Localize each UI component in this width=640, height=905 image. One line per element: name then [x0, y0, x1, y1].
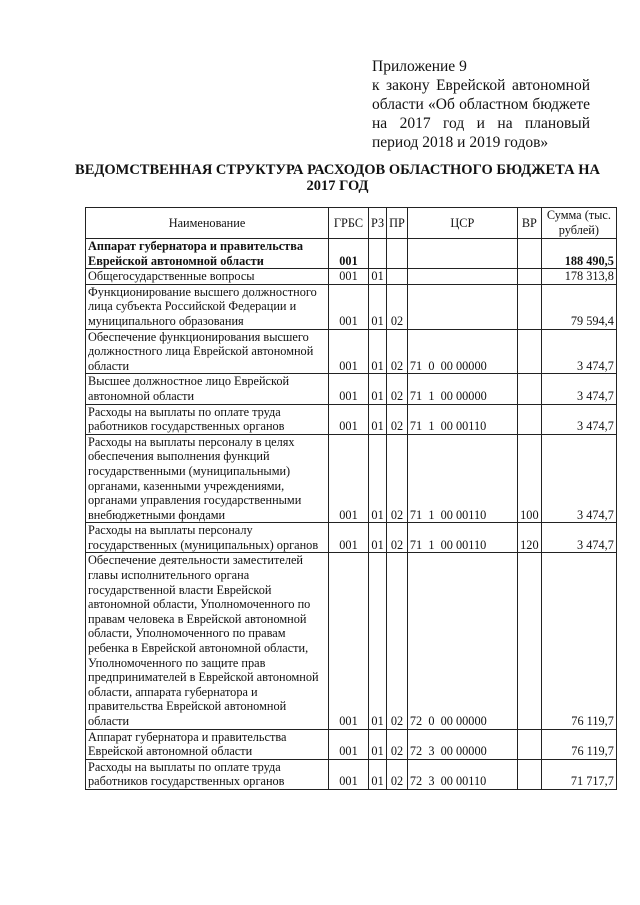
- header-vr: ВР: [517, 208, 541, 239]
- row-vr: [517, 239, 541, 269]
- row-grbs: 001: [329, 374, 369, 404]
- row-rz: 01: [369, 729, 387, 759]
- document-title-line-1: ВЕДОМСТВЕННАЯ СТРУКТУРА РАСХОДОВ ОБЛАСТНОГО БЮДЖЕТА НА: [75, 162, 600, 178]
- table-row: [86, 239, 617, 269]
- row-csr: 71 1 00 00110: [407, 523, 517, 553]
- row-pr: 02: [387, 434, 408, 523]
- row-grbs: 001: [329, 269, 369, 285]
- table-row: [86, 374, 617, 404]
- row-sum: 188 490,5: [541, 239, 616, 269]
- row-grbs: 001: [329, 329, 369, 374]
- row-grbs: 001: [329, 729, 369, 759]
- row-vr: [517, 284, 541, 329]
- table-header-row: [86, 208, 617, 239]
- row-name: Аппарат губернатора и правительства Еврейской автономной области: [86, 239, 329, 269]
- row-rz: 01: [369, 329, 387, 374]
- row-name: Общегосударственные вопросы: [86, 269, 329, 285]
- row-csr: [407, 239, 517, 269]
- row-grbs: 001: [329, 553, 369, 729]
- row-vr: [517, 759, 541, 789]
- row-rz: 01: [369, 759, 387, 789]
- row-sum: 3 474,7: [541, 374, 616, 404]
- row-pr: 02: [387, 759, 408, 789]
- row-pr: [387, 239, 408, 269]
- row-sum: 76 119,7: [541, 729, 616, 759]
- row-vr: [517, 729, 541, 759]
- row-csr: 72 3 00 00000: [407, 729, 517, 759]
- table-row: [86, 404, 617, 434]
- table-row: [86, 729, 617, 759]
- row-pr: 02: [387, 729, 408, 759]
- row-pr: 02: [387, 329, 408, 374]
- row-csr: [407, 284, 517, 329]
- row-rz: [369, 239, 387, 269]
- row-rz: 01: [369, 434, 387, 523]
- row-name: Расходы на выплаты по оплате труда работников государственных органов: [86, 759, 329, 789]
- row-vr: 120: [517, 523, 541, 553]
- table-row: [86, 759, 617, 789]
- row-csr: 72 3 00 00110: [407, 759, 517, 789]
- row-vr: [517, 269, 541, 285]
- appendix-period-line: период 2018 и 2019 годов»: [372, 134, 549, 151]
- row-name: Функционирование высшего должностного лица субъекта Российской Федерации и муниципального образования: [86, 284, 329, 329]
- row-pr: 02: [387, 553, 408, 729]
- row-pr: [387, 269, 408, 285]
- document-title-line-2: 2017 ГОД: [306, 178, 369, 194]
- row-sum: 178 313,8: [541, 269, 616, 285]
- table-row: [86, 269, 617, 285]
- row-rz: 01: [369, 404, 387, 434]
- row-sum: 79 594,4: [541, 284, 616, 329]
- row-sum: 3 474,7: [541, 404, 616, 434]
- table-row: [86, 523, 617, 553]
- row-name: Аппарат губернатора и правительства Еврейской автономной области: [86, 729, 329, 759]
- row-sum: 71 717,7: [541, 759, 616, 789]
- row-rz: 01: [369, 269, 387, 285]
- row-pr: 02: [387, 284, 408, 329]
- row-vr: [517, 329, 541, 374]
- table-row: [86, 434, 617, 523]
- table-row: [86, 553, 617, 729]
- header-rz: РЗ: [369, 208, 387, 239]
- row-csr: [407, 269, 517, 285]
- header-name: Наименование: [86, 208, 329, 239]
- row-pr: 02: [387, 523, 408, 553]
- row-name: Расходы на выплаты персоналу в целях обеспечения выполнения функций государственными (муниципальными) органами, казенными учреждениями, органами управления государственными внебюджетными фондами: [86, 434, 329, 523]
- row-name: Высшее должностное лицо Еврейской автономной области: [86, 374, 329, 404]
- header-csr: ЦСР: [407, 208, 517, 239]
- row-csr: 72 0 00 00000: [407, 553, 517, 729]
- row-pr: 02: [387, 404, 408, 434]
- row-grbs: 001: [329, 523, 369, 553]
- header-pr: ПР: [387, 208, 408, 239]
- appendix-law-line: к закону Еврейской автономной: [372, 77, 590, 94]
- row-vr: [517, 553, 541, 729]
- row-pr: 02: [387, 374, 408, 404]
- row-vr: [517, 404, 541, 434]
- row-grbs: 001: [329, 284, 369, 329]
- appendix-number: Приложение 9: [372, 58, 467, 75]
- expenditure-table: [85, 207, 617, 790]
- row-grbs: 001: [329, 759, 369, 789]
- row-sum: 3 474,7: [541, 329, 616, 374]
- row-rz: 01: [369, 523, 387, 553]
- row-sum: 3 474,7: [541, 523, 616, 553]
- appendix-year-line: на 2017 год и на плановый: [372, 115, 590, 132]
- row-name: Расходы на выплаты по оплате труда работников государственных органов: [86, 404, 329, 434]
- row-grbs: 001: [329, 404, 369, 434]
- row-rz: 01: [369, 553, 387, 729]
- appendix-heading: [372, 57, 590, 152]
- table-row: [86, 329, 617, 374]
- header-sum: Сумма (тыс. рублей): [541, 208, 616, 239]
- row-rz: 01: [369, 284, 387, 329]
- document-title: [60, 162, 615, 194]
- row-grbs: 001: [329, 239, 369, 269]
- row-vr: 100: [517, 434, 541, 523]
- row-name: Обеспечение функционирования высшего должностного лица Еврейской автономной области: [86, 329, 329, 374]
- appendix-law-title-line: области «Об областном бюджете: [372, 96, 590, 113]
- row-sum: 76 119,7: [541, 553, 616, 729]
- header-grbs: ГРБС: [329, 208, 369, 239]
- row-grbs: 001: [329, 434, 369, 523]
- row-csr: 71 1 00 00000: [407, 374, 517, 404]
- row-rz: 01: [369, 374, 387, 404]
- row-csr: 71 1 00 00110: [407, 434, 517, 523]
- row-sum: 3 474,7: [541, 434, 616, 523]
- table-row: [86, 284, 617, 329]
- row-csr: 71 1 00 00110: [407, 404, 517, 434]
- row-vr: [517, 374, 541, 404]
- row-name: Расходы на выплаты персоналу государственных (муниципальных) органов: [86, 523, 329, 553]
- row-name: Обеспечение деятельности заместителей главы исполнительного органа государственной власти Еврейской автономной области, Уполномоченного по правам человека в Еврейской автономной области, Уполномоченного по правам ребенка в Еврейской автономной области, Уполномоченного по защите прав предпринимателей в Еврейской автономной области, аппарата губернатора и правительства Еврейской автономной области: [86, 553, 329, 729]
- row-csr: 71 0 00 00000: [407, 329, 517, 374]
